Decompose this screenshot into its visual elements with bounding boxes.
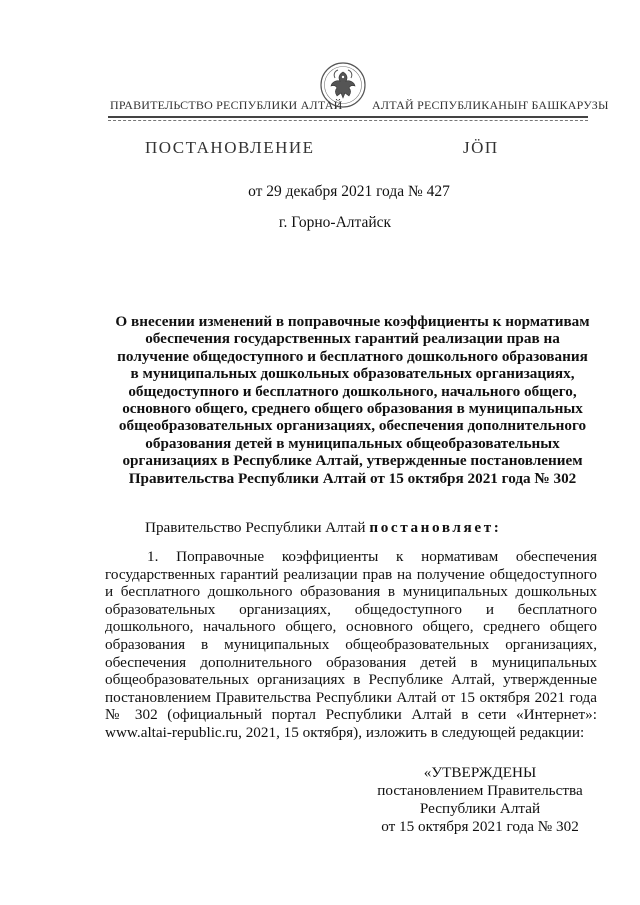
- header-divider-thin: [108, 120, 588, 121]
- document-title: [105, 313, 600, 487]
- doc-type-ru: ПОСТАНОВЛЕНИЕ: [145, 138, 315, 157]
- approval-line: «УТВЕРЖДЕНЫ: [423, 764, 537, 781]
- approval-stamp-text: [360, 764, 600, 836]
- approval-line: постановлением Правительства: [377, 782, 583, 799]
- document-date-number: от 29 декабря 2021 года № 427: [248, 183, 450, 200]
- approval-line: от 15 октября 2021 года № 302: [381, 818, 579, 835]
- header-government-name-alt: АЛТАЙ РЕСПУБЛИКАНЫҤ БАШКАРУЗЫ: [372, 98, 609, 112]
- title-line: Правительства Республики Алтай от 15 октября 2021 года № 302: [128, 469, 577, 487]
- title-line: общеобразовательных организациях, обеспечения дополнительного: [118, 417, 587, 435]
- title-line: в муниципальных дошкольных образовательных организациях,: [130, 365, 575, 383]
- title-line: О внесении изменений в поправочные коэффициенты к нормативам: [115, 313, 590, 330]
- title-line: получение общедоступного и бесплатного дошкольного образования: [117, 347, 588, 365]
- paragraph-1: 1. Поправочные коэффициенты к нормативам обеспечения государственных гарантий реализации прав на получение общедоступного и бесплатного дошкольного образования в муниципальных дошкольных образовательных организациях, общедоступного и бесплатного дошкольного, начального общего, основного общего, среднего общего образования в муниципальных общеобразовательных организациях, обеспечения дополнительного образования детей в муниципальных общеобразовательных организациях в Республике Алтай, утвержденные постановлением Правительства Республики Алтай от 15 октября 2021 года № 302 (официальный портал Республики Алтай в сети «Интернет»: www.altai-republic.ru, 2021, 15 октября), изложить в следующей редакции:: [105, 548, 597, 741]
- title-line: образования детей в муниципальных общеобразовательных: [145, 434, 560, 452]
- preamble-action: постановляет:: [369, 519, 502, 536]
- preamble-text: Правительство Республики Алтай: [145, 519, 366, 536]
- header-divider: [108, 116, 588, 118]
- document-header: [0, 60, 640, 130]
- doc-type-alt: ЈӦП: [463, 138, 499, 157]
- title-line: организациях в Республике Алтай, утвержденные постановлением: [122, 452, 583, 470]
- title-line: общедоступного и бесплатного дошкольного, начального общего,: [128, 382, 577, 400]
- header-government-name-ru: ПРАВИТЕЛЬСТВО РЕСПУБЛИКИ АЛТАЙ: [110, 98, 343, 112]
- title-line: обеспечения государственных гарантий реализации прав на: [145, 330, 560, 348]
- title-line: основного общего, среднего общего образования в муниципальных: [122, 400, 583, 418]
- approval-line: Республики Алтай: [419, 800, 541, 817]
- document-city: г. Горно-Алтайск: [278, 214, 392, 231]
- preamble: [145, 519, 501, 537]
